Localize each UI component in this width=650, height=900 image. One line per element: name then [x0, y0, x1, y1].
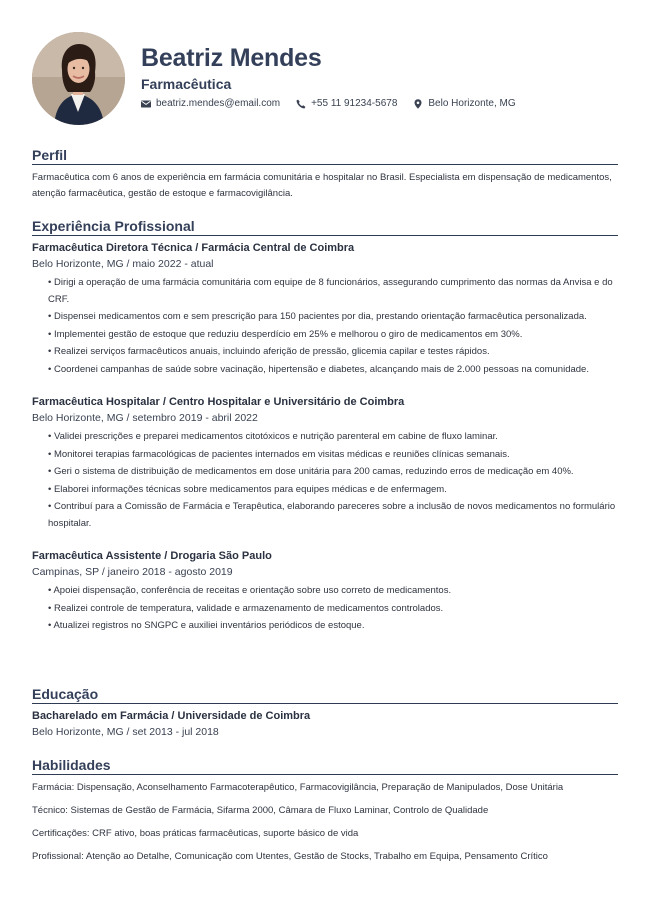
bullet-item: • Realizei controle de temperatura, validade e armazenamento de medicamentos controlados.	[48, 601, 618, 619]
map-pin-icon	[413, 99, 423, 109]
job-bullets	[32, 429, 618, 533]
job-entry	[32, 241, 618, 379]
candidate-role: Farmacêutica	[141, 76, 232, 92]
profile-section	[32, 147, 618, 202]
experience-section	[32, 218, 618, 652]
skill-line: Profissional: Atenção ao Detalhe, Comunicação com Utentes, Gestão de Stocks, Trabalho em Equipa, Pensamento Crítico	[32, 851, 548, 862]
email-text: beatriz.mendes@email.com	[156, 98, 281, 109]
bullet-item: • Dispensei medicamentos com e sem prescrição para 150 pacientes por dia, prestando orientação farmacêutica personalizada.	[48, 309, 618, 327]
bullet-item: • Contribuí para a Comissão de Farmácia e Terapêutica, elaborando pareceres sobre a inclusão de novos medicamentos no formulário hospitalar.	[48, 499, 618, 533]
bullet-item: • Apoiei dispensação, conferência de receitas e orientação sobre uso correto de medicamentos.	[48, 583, 618, 601]
candidate-name: Beatriz Mendes	[141, 44, 322, 72]
skill-line: Técnico: Sistemas de Gestão de Farmácia, Sifarma 2000, Câmara de Fluxo Laminar, Controlo de Qualidade	[32, 805, 489, 816]
degree-title: Bacharelado em Farmácia / Universidade de Coimbra	[32, 710, 311, 722]
experience-heading: Experiência Profissional	[32, 218, 618, 236]
bullet-item: • Atualizei registros no SNGPC e auxiliei inventários periódicos de estoque.	[48, 618, 618, 636]
job-meta: Belo Horizonte, MG / maio 2022 - atual	[32, 258, 214, 270]
phone-text: +55 11 91234-5678	[311, 98, 398, 109]
bullet-item: • Validei prescrições e preparei medicamentos citotóxicos e nutrição parenteral em cabine de fluxo laminar.	[48, 429, 618, 447]
job-title: Farmacêutica Hospitalar / Centro Hospitalar e Universitário de Coimbra	[32, 396, 405, 408]
avatar	[32, 32, 125, 125]
bullet-item: • Dirigi a operação de uma farmácia comunitária com equipe de 8 funcionários, assegurando cumprimento das normas da Anvisa e do CRF.	[48, 275, 618, 309]
education-meta: Belo Horizonte, MG / set 2013 - jul 2018	[32, 726, 219, 738]
profile-heading: Perfil	[32, 147, 618, 165]
email-contact[interactable]	[141, 98, 280, 109]
skill-line: Farmácia: Dispensação, Aconselhamento Farmacoterapêutico, Farmacovigilância, Preparação de Manipulados, Dose Unitária	[32, 782, 564, 793]
bullet-item: • Monitorei terapias farmacológicas de pacientes internados em visitas médicas e reuniões clínicas semanais.	[48, 447, 618, 465]
phone-contact[interactable]	[296, 98, 397, 109]
job-meta: Belo Horizonte, MG / setembro 2019 - abril 2022	[32, 412, 258, 424]
portrait-photo	[32, 32, 125, 125]
education-heading: Educação	[32, 686, 618, 704]
bullet-item: • Geri o sistema de distribuição de medicamentos em dose unitária para 200 camas, reduzindo erros de medicação em 40%.	[48, 464, 618, 482]
contact-info	[141, 98, 532, 109]
envelope-icon	[141, 99, 151, 109]
bullet-item: • Coordenei campanhas de saúde sobre vacinação, hipertensão e diabetes, alcançando mais de 2.000 pessoas na comunidade.	[48, 362, 618, 380]
job-title: Farmacêutica Assistente / Drogaria São Paulo	[32, 550, 272, 562]
job-entry	[32, 549, 618, 636]
job-meta: Campinas, SP / janeiro 2018 - agosto 2019	[32, 566, 233, 578]
bullet-item: • Implementei gestão de estoque que reduziu desperdício em 25% e melhorou o giro de medicamentos em 30%.	[48, 327, 618, 345]
resume-header	[32, 32, 618, 126]
job-bullets	[32, 275, 618, 379]
bullet-item: • Elaborei informações técnicas sobre medicamentos para equipes médicas e de enfermagem.	[48, 482, 618, 500]
job-bullets	[32, 583, 618, 636]
phone-icon	[296, 99, 306, 109]
job-entry	[32, 395, 618, 533]
skills-heading: Habilidades	[32, 757, 618, 775]
location-contact	[413, 98, 515, 109]
skills-section	[32, 757, 618, 872]
profile-summary: Farmacêutica com 6 anos de experiência em farmácia comunitária e hospitalar no Brasil. Especialista em dispensação de medicamentos, atenção farmacêutica, gestão de estoque e farmacovigilância.	[32, 172, 612, 199]
location-text: Belo Horizonte, MG	[428, 98, 516, 109]
skill-line: Certificações: CRF ativo, boas práticas farmacêuticas, suporte básico de vida	[32, 828, 359, 839]
education-section	[32, 686, 618, 743]
job-title: Farmacêutica Diretora Técnica / Farmácia Central de Coimbra	[32, 242, 355, 254]
bullet-item: • Realizei serviços farmacêuticos anuais, incluindo aferição de pressão, glicemia capilar e testes rápidos.	[48, 344, 618, 362]
